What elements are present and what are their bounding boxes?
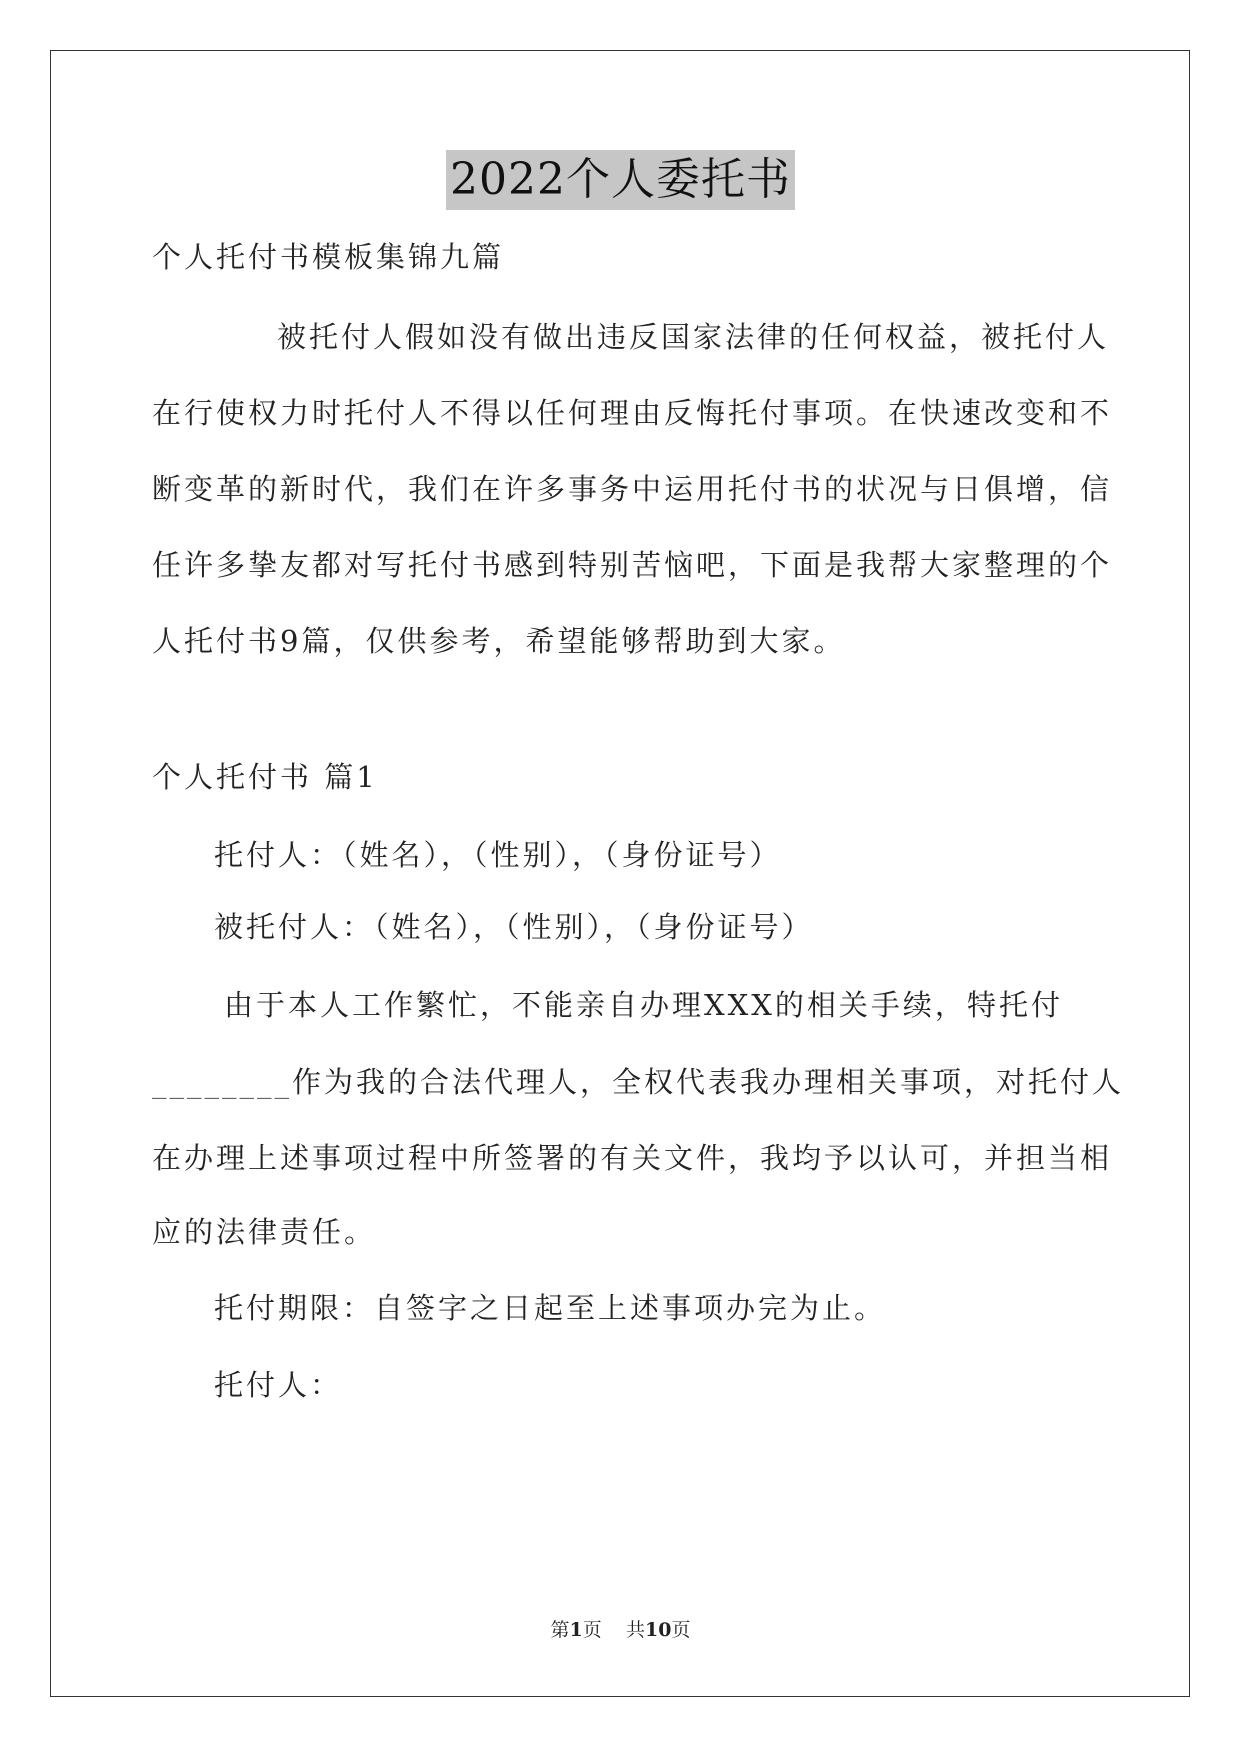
intro-paragraph-line: 在行使权力时托付人不得以任何理由反悔托付事项。在快速改变和不 bbox=[152, 396, 1113, 430]
agent-name-blank: ________ bbox=[152, 1065, 292, 1099]
body-paragraph-text: 作为我的合法代理人，全权代表我办理相关事项，对托付人 bbox=[292, 1065, 1125, 1099]
page-suffix: 页 bbox=[582, 1619, 602, 1641]
title-container bbox=[0, 150, 1241, 210]
section-heading: 个人托付书 篇1 bbox=[152, 760, 378, 794]
signature-line: 托付人： bbox=[214, 1368, 343, 1402]
body-paragraph-line bbox=[152, 1062, 1125, 1102]
total-prefix: 共 bbox=[625, 1619, 645, 1641]
intro-paragraph-line: 断变革的新时代，我们在许多事务中运用托付书的状况与日俱增，信 bbox=[152, 472, 1113, 506]
body-paragraph-line: 在办理上述事项过程中所签署的有关文件，我均予以认可，并担当相 bbox=[152, 1141, 1113, 1175]
document-title: 2022个人委托书 bbox=[446, 150, 795, 210]
principal-line: 托付人：（姓名），（性别），（身份证号） bbox=[214, 838, 782, 872]
intro-paragraph-line: 人托付书9篇，仅供参考，希望能够帮助到大家。 bbox=[152, 624, 846, 658]
term-line: 托付期限：自签字之日起至上述事项办完为止。 bbox=[214, 1291, 887, 1325]
agent-line: 被托付人：（姓名），（性别），（身份证号） bbox=[214, 910, 814, 944]
page-number: 1 bbox=[569, 1619, 583, 1641]
document-subtitle: 个人托付书模板集锦九篇 bbox=[152, 240, 505, 274]
intro-paragraph-line: 任许多挚友都对写托付书感到特别苦恼吧，下面是我帮大家整理的个 bbox=[152, 548, 1113, 582]
total-pages: 10 bbox=[644, 1619, 672, 1641]
page-footer bbox=[0, 1618, 1241, 1642]
body-paragraph-line: 由于本人工作繁忙，不能亲自办理XXX的相关手续，特托付 bbox=[224, 988, 1063, 1022]
body-paragraph-line: 应的法律责任。 bbox=[152, 1215, 377, 1249]
intro-paragraph-line: 被托付人假如没有做出违反国家法律的任何权益，被托付人 bbox=[277, 320, 1110, 354]
page-prefix: 第 bbox=[550, 1619, 570, 1641]
total-suffix: 页 bbox=[671, 1619, 691, 1641]
